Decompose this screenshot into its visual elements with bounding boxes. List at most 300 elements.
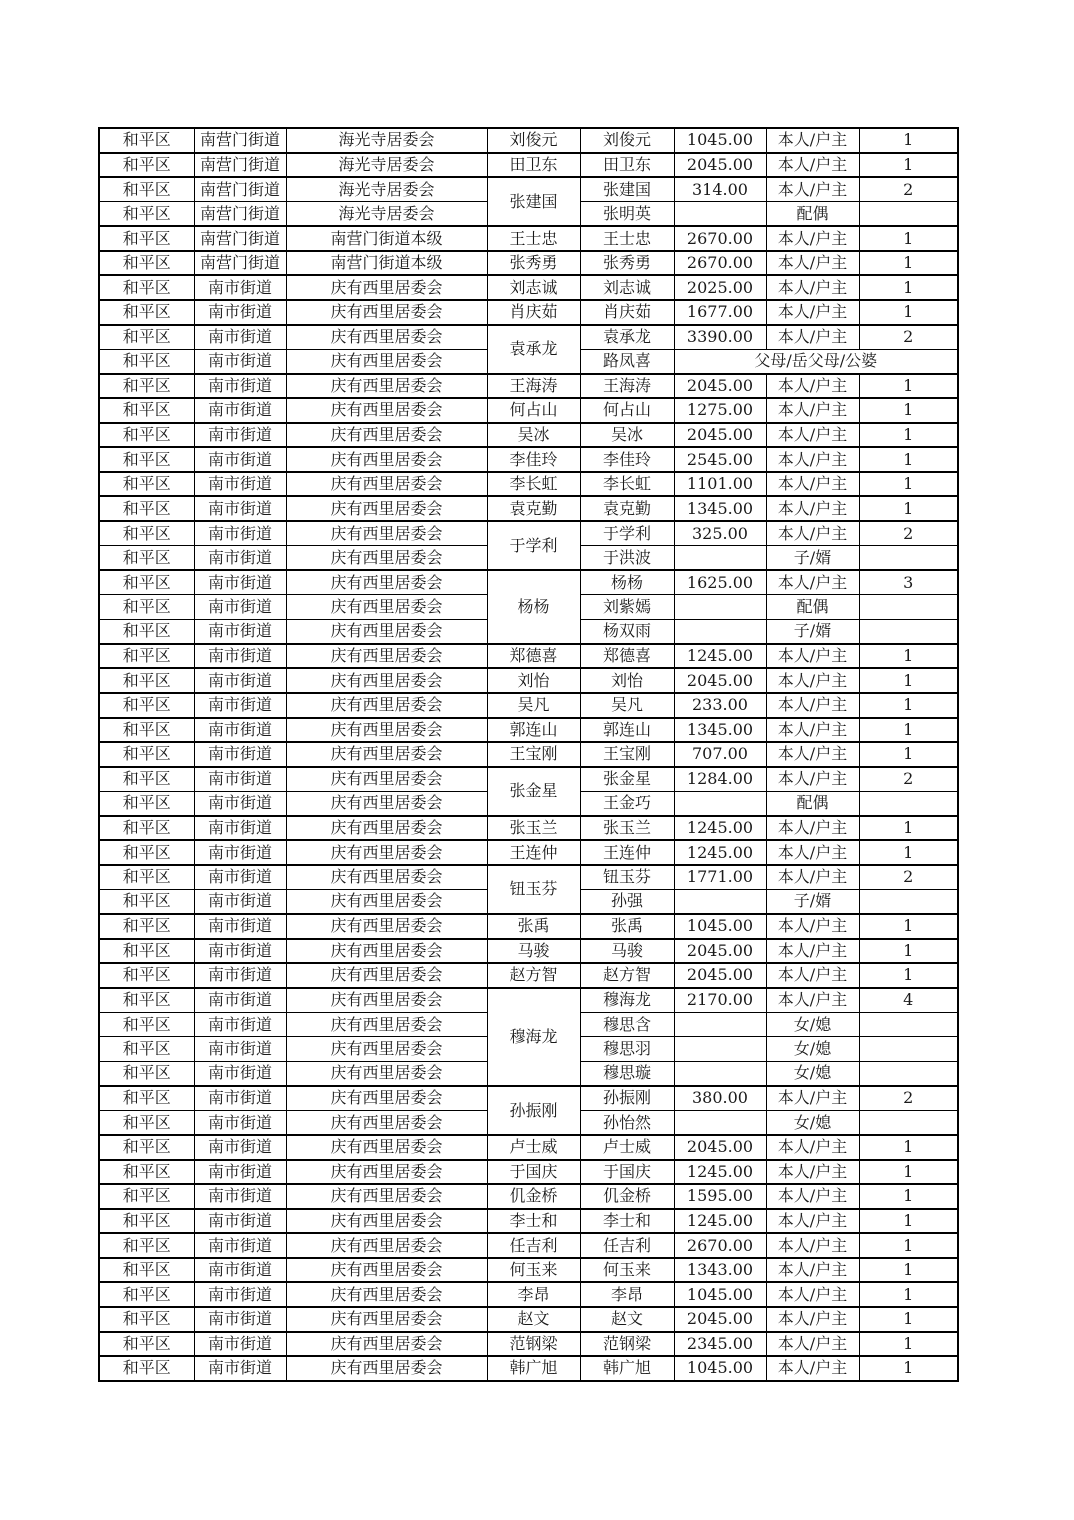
cell-amount: 2045.00 xyxy=(674,423,766,448)
cell-household-size: 3 xyxy=(859,570,958,595)
cell-household-size: 1 xyxy=(859,840,958,865)
cell-member-name: 张秀勇 xyxy=(580,251,674,276)
cell-member-name: 田卫东 xyxy=(580,153,674,178)
cell-community: 海光寺居委会 xyxy=(286,153,487,178)
cell-household-size: 1 xyxy=(859,1282,958,1307)
cell-community: 庆有西里居委会 xyxy=(286,521,487,546)
cell-member-name: 仉金桥 xyxy=(580,1184,674,1209)
cell-community: 庆有西里居委会 xyxy=(286,275,487,300)
cell-household-head: 仉金桥 xyxy=(487,1184,580,1209)
cell-amount: 1343.00 xyxy=(674,1258,766,1283)
cell-member-name: 赵文 xyxy=(580,1307,674,1332)
cell-household-size xyxy=(859,1111,958,1136)
cell-community: 庆有西里居委会 xyxy=(286,1307,487,1332)
cell-street: 南市街道 xyxy=(194,1282,286,1307)
cell-household-size: 1 xyxy=(859,644,958,669)
cell-household-size xyxy=(859,546,958,571)
cell-relationship: 本人/户主 xyxy=(766,693,859,718)
cell-street: 南市街道 xyxy=(194,889,286,914)
cell-community: 庆有西里居委会 xyxy=(286,816,487,841)
cell-community: 庆有西里居委会 xyxy=(286,988,487,1013)
cell-household-size: 1 xyxy=(859,693,958,718)
table-row xyxy=(99,742,958,767)
cell-street: 南市街道 xyxy=(194,865,286,890)
cell-relationship: 本人/户主 xyxy=(766,840,859,865)
cell-district: 和平区 xyxy=(99,423,194,448)
cell-amount: 2170.00 xyxy=(674,988,766,1013)
cell-relationship: 本人/户主 xyxy=(766,644,859,669)
table-row xyxy=(99,496,958,521)
cell-street: 南市街道 xyxy=(194,595,286,620)
cell-relationship: 女/媳 xyxy=(766,1061,859,1086)
cell-relationship: 本人/户主 xyxy=(766,423,859,448)
cell-district: 和平区 xyxy=(99,1307,194,1332)
cell-community: 庆有西里居委会 xyxy=(286,644,487,669)
cell-district: 和平区 xyxy=(99,668,194,693)
cell-relationship: 本人/户主 xyxy=(766,1135,859,1160)
cell-household-size: 4 xyxy=(859,988,958,1013)
cell-relationship: 本人/户主 xyxy=(766,447,859,472)
table-row xyxy=(99,374,958,399)
cell-household-size: 1 xyxy=(859,1209,958,1234)
cell-street: 南市街道 xyxy=(194,1258,286,1283)
cell-amount: 2670.00 xyxy=(674,226,766,251)
cell-household-size: 1 xyxy=(859,447,958,472)
cell-household-size: 1 xyxy=(859,718,958,743)
table-row xyxy=(99,1160,958,1185)
cell-amount: 1677.00 xyxy=(674,300,766,325)
cell-district: 和平区 xyxy=(99,226,194,251)
table-row xyxy=(99,963,958,988)
cell-community: 庆有西里居委会 xyxy=(286,1233,487,1258)
cell-street: 南营门街道 xyxy=(194,128,286,153)
cell-relationship: 本人/户主 xyxy=(766,1233,859,1258)
cell-household-head: 吴冰 xyxy=(487,423,580,448)
table-row xyxy=(99,767,958,792)
cell-amount: 2670.00 xyxy=(674,251,766,276)
cell-household-size: 1 xyxy=(859,914,958,939)
table-row xyxy=(99,1184,958,1209)
table-row xyxy=(99,1356,958,1381)
table-row xyxy=(99,1258,958,1283)
cell-street: 南市街道 xyxy=(194,1012,286,1037)
cell-household-size: 1 xyxy=(859,153,958,178)
cell-member-name: 穆思含 xyxy=(580,1012,674,1037)
cell-relationship: 本人/户主 xyxy=(766,496,859,521)
table-row xyxy=(99,251,958,276)
cell-district: 和平区 xyxy=(99,1061,194,1086)
cell-community: 庆有西里居委会 xyxy=(286,374,487,399)
cell-district: 和平区 xyxy=(99,1209,194,1234)
cell-community: 庆有西里居委会 xyxy=(286,300,487,325)
cell-street: 南市街道 xyxy=(194,791,286,816)
cell-household-size xyxy=(859,889,958,914)
cell-community: 庆有西里居委会 xyxy=(286,349,487,374)
cell-member-name: 穆思璇 xyxy=(580,1061,674,1086)
cell-amount: 1595.00 xyxy=(674,1184,766,1209)
cell-street: 南市街道 xyxy=(194,668,286,693)
cell-district: 和平区 xyxy=(99,1332,194,1357)
cell-street: 南市街道 xyxy=(194,914,286,939)
cell-street: 南市街道 xyxy=(194,1111,286,1136)
cell-amount: 314.00 xyxy=(674,177,766,202)
cell-member-name: 李佳玲 xyxy=(580,447,674,472)
cell-household-head: 任吉利 xyxy=(487,1233,580,1258)
cell-amount: 1625.00 xyxy=(674,570,766,595)
cell-district: 和平区 xyxy=(99,840,194,865)
cell-community: 庆有西里居委会 xyxy=(286,1258,487,1283)
cell-household-head: 李士和 xyxy=(487,1209,580,1234)
cell-community: 庆有西里居委会 xyxy=(286,939,487,964)
cell-relationship: 本人/户主 xyxy=(766,177,859,202)
table-row xyxy=(99,325,958,350)
document-page xyxy=(98,127,959,1382)
cell-community: 庆有西里居委会 xyxy=(286,325,487,350)
cell-member-name: 何占山 xyxy=(580,398,674,423)
cell-community: 庆有西里居委会 xyxy=(286,472,487,497)
cell-amount: 2345.00 xyxy=(674,1332,766,1357)
cell-relationship: 配偶 xyxy=(766,791,859,816)
cell-district: 和平区 xyxy=(99,914,194,939)
cell-relationship: 本人/户主 xyxy=(766,128,859,153)
cell-amount: 2045.00 xyxy=(674,668,766,693)
cell-amount xyxy=(674,1037,766,1062)
cell-street: 南市街道 xyxy=(194,546,286,571)
cell-amount: 380.00 xyxy=(674,1086,766,1111)
cell-street: 南市街道 xyxy=(194,988,286,1013)
cell-community: 海光寺居委会 xyxy=(286,177,487,202)
cell-member-name: 吴冰 xyxy=(580,423,674,448)
cell-member-name: 于国庆 xyxy=(580,1160,674,1185)
cell-amount: 1345.00 xyxy=(674,496,766,521)
cell-street: 南市街道 xyxy=(194,619,286,644)
cell-district: 和平区 xyxy=(99,177,194,202)
table-row xyxy=(99,816,958,841)
cell-street: 南市街道 xyxy=(194,423,286,448)
cell-district: 和平区 xyxy=(99,1012,194,1037)
cell-relationship: 本人/户主 xyxy=(766,1332,859,1357)
cell-district: 和平区 xyxy=(99,275,194,300)
cell-amount: 2025.00 xyxy=(674,275,766,300)
cell-district: 和平区 xyxy=(99,619,194,644)
cell-relationship: 本人/户主 xyxy=(766,153,859,178)
cell-district: 和平区 xyxy=(99,1356,194,1381)
cell-household-size xyxy=(859,1061,958,1086)
cell-member-name: 肖庆茹 xyxy=(580,300,674,325)
table-row xyxy=(99,472,958,497)
cell-member-name: 孙怡然 xyxy=(580,1111,674,1136)
cell-household-head: 王宝刚 xyxy=(487,742,580,767)
cell-district: 和平区 xyxy=(99,1111,194,1136)
cell-member-name: 杨杨 xyxy=(580,570,674,595)
cell-street: 南市街道 xyxy=(194,1209,286,1234)
cell-member-name: 张明英 xyxy=(580,202,674,227)
table-row xyxy=(99,275,958,300)
cell-member-name: 李昂 xyxy=(580,1282,674,1307)
cell-community: 庆有西里居委会 xyxy=(286,447,487,472)
cell-member-name: 孙强 xyxy=(580,889,674,914)
cell-household-size xyxy=(859,595,958,620)
table-row xyxy=(99,398,958,423)
cell-amount: 707.00 xyxy=(674,742,766,767)
cell-amount: 1245.00 xyxy=(674,1209,766,1234)
cell-street: 南市街道 xyxy=(194,1037,286,1062)
cell-community: 庆有西里居委会 xyxy=(286,1012,487,1037)
cell-street: 南市街道 xyxy=(194,1061,286,1086)
cell-household-head: 李长虹 xyxy=(487,472,580,497)
cell-street: 南市街道 xyxy=(194,1160,286,1185)
cell-amount xyxy=(674,791,766,816)
cell-household-head: 袁承龙 xyxy=(487,325,580,374)
cell-member-name: 王宝刚 xyxy=(580,742,674,767)
cell-district: 和平区 xyxy=(99,202,194,227)
cell-district: 和平区 xyxy=(99,1135,194,1160)
cell-district: 和平区 xyxy=(99,939,194,964)
cell-relationship: 本人/户主 xyxy=(766,1209,859,1234)
cell-street: 南市街道 xyxy=(194,939,286,964)
cell-household-size: 1 xyxy=(859,1332,958,1357)
cell-community: 庆有西里居委会 xyxy=(286,1111,487,1136)
cell-household-size: 1 xyxy=(859,398,958,423)
table-row xyxy=(99,840,958,865)
cell-member-name: 王连仲 xyxy=(580,840,674,865)
cell-community: 庆有西里居委会 xyxy=(286,1037,487,1062)
table-row xyxy=(99,865,958,890)
cell-household-head: 张金星 xyxy=(487,767,580,816)
cell-district: 和平区 xyxy=(99,791,194,816)
cell-member-name: 任吉利 xyxy=(580,1233,674,1258)
cell-district: 和平区 xyxy=(99,742,194,767)
cell-member-name: 范钢梁 xyxy=(580,1332,674,1357)
table-row xyxy=(99,128,958,153)
cell-district: 和平区 xyxy=(99,718,194,743)
cell-member-name: 路凤喜 xyxy=(580,349,674,374)
cell-household-size: 1 xyxy=(859,226,958,251)
cell-district: 和平区 xyxy=(99,1282,194,1307)
cell-street: 南市街道 xyxy=(194,472,286,497)
cell-relationship: 父母/岳父母/公婆 xyxy=(674,349,958,374)
cell-household-head: 郑德喜 xyxy=(487,644,580,669)
cell-member-name: 李士和 xyxy=(580,1209,674,1234)
cell-street: 南市街道 xyxy=(194,398,286,423)
cell-relationship: 本人/户主 xyxy=(766,251,859,276)
cell-relationship: 女/媳 xyxy=(766,1012,859,1037)
cell-street: 南市街道 xyxy=(194,693,286,718)
cell-street: 南市街道 xyxy=(194,1307,286,1332)
cell-member-name: 赵方智 xyxy=(580,963,674,988)
cell-household-size xyxy=(859,1037,958,1062)
table-row xyxy=(99,1135,958,1160)
cell-street: 南市街道 xyxy=(194,1233,286,1258)
cell-relationship: 子/婿 xyxy=(766,889,859,914)
cell-community: 庆有西里居委会 xyxy=(286,423,487,448)
cell-member-name: 刘俊元 xyxy=(580,128,674,153)
cell-member-name: 于学利 xyxy=(580,521,674,546)
cell-amount xyxy=(674,1111,766,1136)
cell-amount: 1045.00 xyxy=(674,1282,766,1307)
cell-household-size: 2 xyxy=(859,325,958,350)
cell-street: 南市街道 xyxy=(194,447,286,472)
cell-household-head: 孙振刚 xyxy=(487,1086,580,1135)
cell-amount: 1245.00 xyxy=(674,644,766,669)
cell-community: 庆有西里居委会 xyxy=(286,791,487,816)
cell-household-size: 1 xyxy=(859,423,958,448)
cell-relationship: 本人/户主 xyxy=(766,1307,859,1332)
cell-member-name: 卢士威 xyxy=(580,1135,674,1160)
cell-member-name: 张建国 xyxy=(580,177,674,202)
cell-community: 庆有西里居委会 xyxy=(286,1160,487,1185)
cell-amount xyxy=(674,619,766,644)
cell-street: 南市街道 xyxy=(194,521,286,546)
cell-household-head: 范钢梁 xyxy=(487,1332,580,1357)
cell-street: 南市街道 xyxy=(194,496,286,521)
table-row xyxy=(99,644,958,669)
cell-district: 和平区 xyxy=(99,447,194,472)
table-row xyxy=(99,226,958,251)
cell-member-name: 张禹 xyxy=(580,914,674,939)
cell-street: 南市街道 xyxy=(194,1332,286,1357)
cell-district: 和平区 xyxy=(99,300,194,325)
cell-district: 和平区 xyxy=(99,398,194,423)
cell-community: 庆有西里居委会 xyxy=(286,595,487,620)
cell-relationship: 本人/户主 xyxy=(766,521,859,546)
cell-community: 庆有西里居委会 xyxy=(286,693,487,718)
cell-household-head: 袁克勤 xyxy=(487,496,580,521)
cell-household-size: 1 xyxy=(859,275,958,300)
cell-household-size: 2 xyxy=(859,177,958,202)
cell-street: 南市街道 xyxy=(194,349,286,374)
cell-district: 和平区 xyxy=(99,570,194,595)
cell-district: 和平区 xyxy=(99,472,194,497)
cell-household-head: 韩广旭 xyxy=(487,1356,580,1381)
cell-member-name: 孙振刚 xyxy=(580,1086,674,1111)
table-row xyxy=(99,570,958,595)
table-row xyxy=(99,668,958,693)
cell-relationship: 配偶 xyxy=(766,202,859,227)
cell-street: 南营门街道 xyxy=(194,202,286,227)
cell-district: 和平区 xyxy=(99,595,194,620)
cell-member-name: 于洪波 xyxy=(580,546,674,571)
cell-community: 南营门街道本级 xyxy=(286,226,487,251)
cell-community: 庆有西里居委会 xyxy=(286,496,487,521)
table-row xyxy=(99,1307,958,1332)
cell-household-size: 2 xyxy=(859,1086,958,1111)
table-body xyxy=(99,128,958,1381)
cell-amount: 1045.00 xyxy=(674,128,766,153)
table-row xyxy=(99,177,958,202)
cell-amount: 1101.00 xyxy=(674,472,766,497)
cell-household-head: 于学利 xyxy=(487,521,580,570)
cell-amount xyxy=(674,1061,766,1086)
cell-household-size xyxy=(859,791,958,816)
cell-street: 南市街道 xyxy=(194,644,286,669)
cell-relationship: 本人/户主 xyxy=(766,1356,859,1381)
cell-member-name: 王士忠 xyxy=(580,226,674,251)
cell-district: 和平区 xyxy=(99,325,194,350)
cell-household-head: 穆海龙 xyxy=(487,988,580,1086)
cell-household-size: 1 xyxy=(859,128,958,153)
cell-member-name: 韩广旭 xyxy=(580,1356,674,1381)
cell-street: 南市街道 xyxy=(194,816,286,841)
cell-household-size: 1 xyxy=(859,816,958,841)
cell-amount: 1771.00 xyxy=(674,865,766,890)
cell-relationship: 本人/户主 xyxy=(766,865,859,890)
cell-household-head: 张建国 xyxy=(487,177,580,226)
cell-household-head: 赵文 xyxy=(487,1307,580,1332)
cell-member-name: 郭连山 xyxy=(580,718,674,743)
cell-street: 南市街道 xyxy=(194,570,286,595)
cell-amount: 1245.00 xyxy=(674,840,766,865)
cell-amount xyxy=(674,202,766,227)
cell-district: 和平区 xyxy=(99,1086,194,1111)
cell-district: 和平区 xyxy=(99,988,194,1013)
cell-district: 和平区 xyxy=(99,816,194,841)
cell-community: 海光寺居委会 xyxy=(286,128,487,153)
cell-community: 庆有西里居委会 xyxy=(286,1135,487,1160)
cell-community: 庆有西里居委会 xyxy=(286,1332,487,1357)
table-row xyxy=(99,521,958,546)
cell-household-head: 张禹 xyxy=(487,914,580,939)
cell-member-name: 吴凡 xyxy=(580,693,674,718)
cell-household-size: 1 xyxy=(859,496,958,521)
cell-household-head: 钮玉芬 xyxy=(487,865,580,914)
cell-amount xyxy=(674,595,766,620)
resident-subsidy-table xyxy=(98,127,959,1382)
cell-household-head: 李佳玲 xyxy=(487,447,580,472)
cell-relationship: 本人/户主 xyxy=(766,914,859,939)
cell-amount: 1284.00 xyxy=(674,767,766,792)
cell-household-size: 1 xyxy=(859,1356,958,1381)
cell-household-size: 1 xyxy=(859,1135,958,1160)
cell-street: 南营门街道 xyxy=(194,251,286,276)
cell-member-name: 李长虹 xyxy=(580,472,674,497)
cell-street: 南市街道 xyxy=(194,374,286,399)
cell-amount: 1245.00 xyxy=(674,1160,766,1185)
cell-member-name: 刘怡 xyxy=(580,668,674,693)
cell-district: 和平区 xyxy=(99,1233,194,1258)
cell-amount xyxy=(674,546,766,571)
cell-household-head: 田卫东 xyxy=(487,153,580,178)
cell-relationship: 本人/户主 xyxy=(766,570,859,595)
cell-member-name: 张金星 xyxy=(580,767,674,792)
cell-community: 庆有西里居委会 xyxy=(286,767,487,792)
table-row xyxy=(99,693,958,718)
cell-relationship: 本人/户主 xyxy=(766,718,859,743)
cell-relationship: 女/媳 xyxy=(766,1037,859,1062)
cell-household-head: 杨杨 xyxy=(487,570,580,644)
table-row xyxy=(99,939,958,964)
table-row xyxy=(99,914,958,939)
cell-member-name: 王金巧 xyxy=(580,791,674,816)
cell-household-head: 张秀勇 xyxy=(487,251,580,276)
cell-relationship: 本人/户主 xyxy=(766,963,859,988)
cell-district: 和平区 xyxy=(99,251,194,276)
cell-street: 南市街道 xyxy=(194,1086,286,1111)
cell-amount: 2045.00 xyxy=(674,374,766,399)
cell-member-name: 钮玉芬 xyxy=(580,865,674,890)
cell-community: 庆有西里居委会 xyxy=(286,1356,487,1381)
cell-relationship: 子/婿 xyxy=(766,546,859,571)
cell-relationship: 本人/户主 xyxy=(766,1184,859,1209)
cell-household-size: 1 xyxy=(859,1258,958,1283)
cell-street: 南营门街道 xyxy=(194,153,286,178)
cell-amount: 325.00 xyxy=(674,521,766,546)
cell-household-size: 1 xyxy=(859,742,958,767)
cell-household-head: 何占山 xyxy=(487,398,580,423)
cell-street: 南市街道 xyxy=(194,1184,286,1209)
table-row xyxy=(99,1282,958,1307)
cell-amount: 3390.00 xyxy=(674,325,766,350)
